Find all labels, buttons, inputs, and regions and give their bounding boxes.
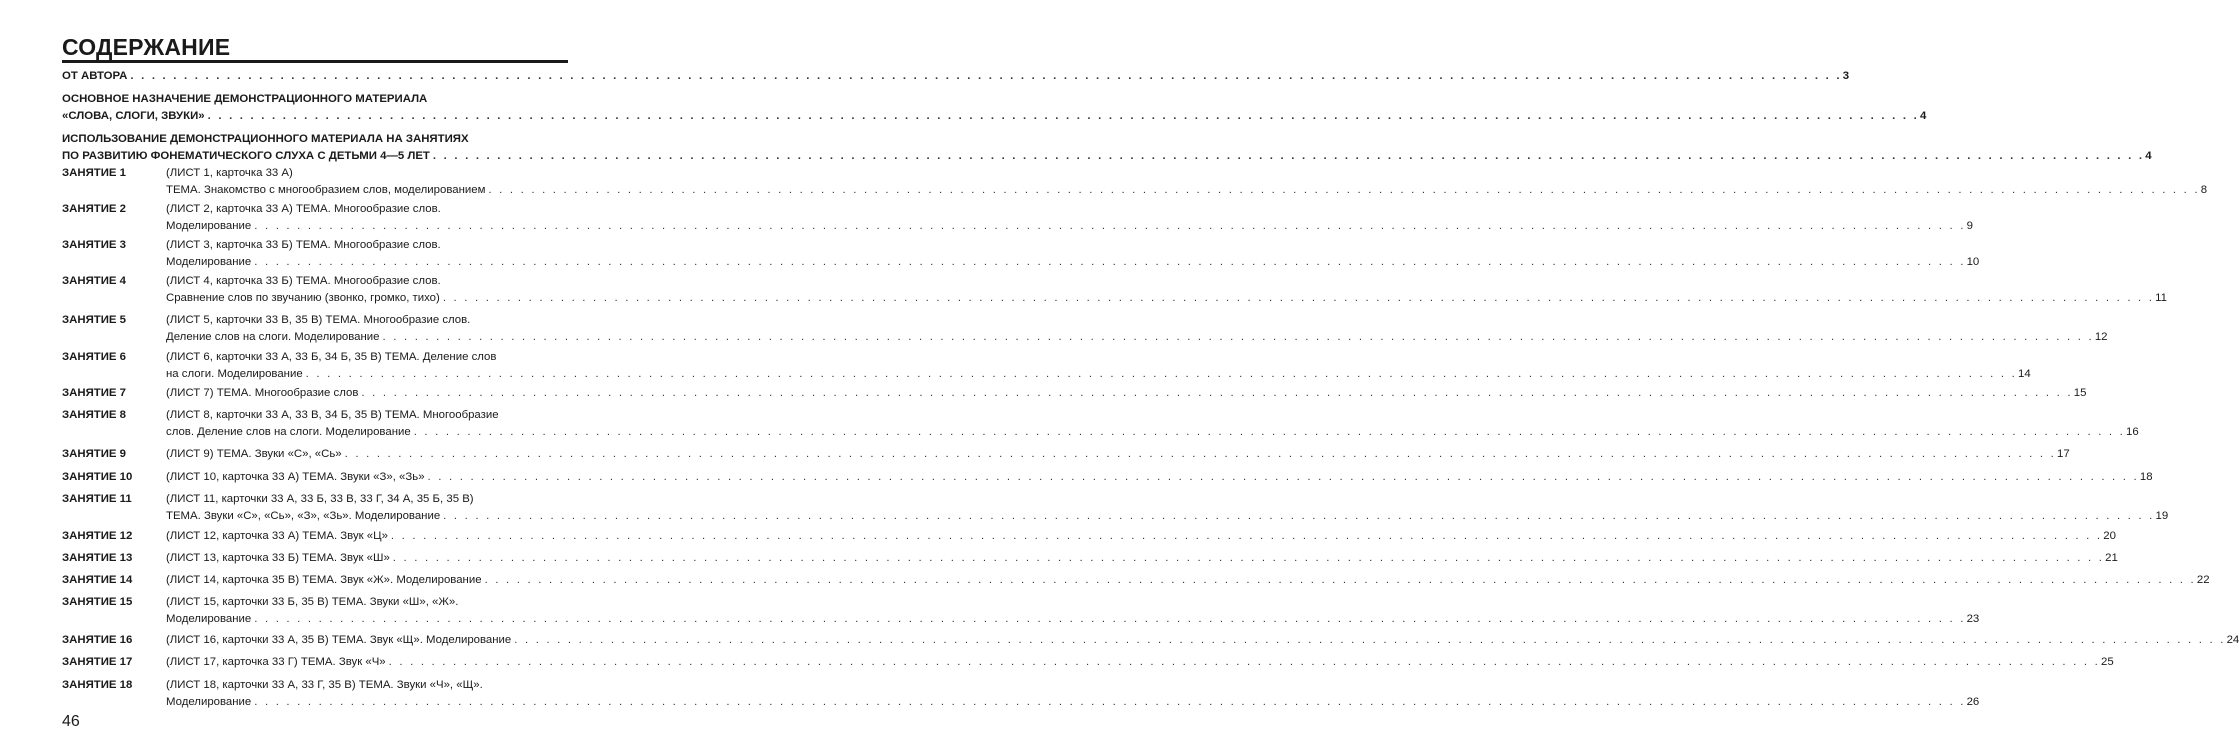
entry-page-number: 18 — [2139, 471, 2153, 483]
dot-leader: . . . . . . . . . . . . . . . . . . . . . . . . . . . . . . . . . . . . . . . . . . . . . . . . . . . . . . . . . . . . . . . . . . . . . . . . . . . . . . . . . . . . . . . . . . . . . . . . . . . . . . . . . . . . . . . . . . . . . . . . . . . . . . . . . . . . . . . . . . . . . . . . . . . . . . . . . . . . . . . . — [390, 530, 2103, 542]
entry-page-number: 23 — [1966, 613, 1980, 625]
dot-leader: . . . . . . . . . . . . . . . . . . . . . . . . . . . . . . . . . . . . . . . . . . . . . . . . . . . . . . . . . . . . . . . . . . . . . . . . . . . . . . . . . . . . . . . . . . . . . . . . . . . . . . . . . . . . . . . . . . . . . . . . . . . . . . . . . . . . . . . . . . . . . . . . . . . . . . . . . . . . . . . . — [382, 331, 2094, 343]
toc-line-with-page — [166, 329, 2108, 346]
toc-line-with-page — [166, 218, 1973, 235]
dot-leader: . . . . . . . . . . . . . . . . . . . . . . . . . . . . . . . . . . . . . . . . . . . . . . . . . . . . . . . . . . . . . . . . . . . . . . . . . . . . . . . . . . . . . . . . . . . . . . . . . . . . . . . . . . . . . . . . . . . . . . . . . . . . . . . . . . . . . . . . . . . . . . . . . . . . . . . . . . . . . . . . — [442, 292, 2155, 304]
toc-line-with-page — [166, 385, 2087, 402]
entry-text: (ЛИСТ 5, карточки 33 В, 35 В) ТЕМА. Многообразие слов. — [166, 314, 471, 326]
entry-text: Сравнение слов по звучанию (звонко, громко, тихо) — [166, 292, 440, 304]
entry-text: слов. Деление слов на слоги. Моделирование — [166, 426, 411, 438]
toc-line-with-page — [166, 424, 2139, 441]
toc-line-with-page — [166, 469, 2153, 486]
dot-leader: . . . . . . . . . . . . . . . . . . . . . . . . . . . . . . . . . . . . . . . . . . . . . . . . . . . . . . . . . . . . . . . . . . . . . . . . . . . . . . . . . . . . . . . . . . . . . . . . . . . . . . . . . . . . . . . . . . . . . . . . . . . . . . . . . . . . . . . . . . . . . . . . . . . . . . . . . . . . . . . . — [488, 184, 2200, 196]
toc-line-with-page — [166, 290, 2167, 307]
lesson-description — [166, 654, 2114, 671]
dot-leader: . . . . . . . . . . . . . . . . . . . . . . . . . . . . . . . . . . . . . . . . . . . . . . . . . . . . . . . . . . . . . . . . . . . . . . . . . . . . . . . . . . . . . . . . . . . . . . . . . . . . . . . . . . . . . . . . . . . . . . . . . . . . . . . . . . . . . . . . . . . . . . . . . . . . . . . . . . . . . . . . — [392, 552, 2105, 564]
entry-page-number: 8 — [2200, 184, 2208, 196]
lesson-description — [166, 201, 1973, 235]
lesson-description — [166, 491, 2169, 525]
toc-section-entry — [62, 131, 2152, 165]
page-title: СОДЕРЖАНИЕ — [62, 34, 231, 60]
toc-section-entry — [62, 91, 1927, 125]
lesson-label: ЗАНЯТИЕ 5 — [62, 314, 127, 326]
toc-line-with-page — [62, 108, 1927, 125]
entry-text: (ЛИСТ 6, карточки 33 А, 33 Б, 34 Б, 35 В) ТЕМА. Деление слов — [166, 351, 497, 363]
entry-page-number: 11 — [2155, 292, 2167, 304]
lesson-label: ЗАНЯТИЕ 8 — [62, 409, 127, 421]
dot-leader: . . . . . . . . . . . . . . . . . . . . . . . . . . . . . . . . . . . . . . . . . . . . . . . . . . . . . . . . . . . . . . . . . . . . . . . . . . . . . . . . . . . . . . . . . . . . . . . . . . . . . . . . . . . . . . . . . . . . . . . . . . . . . . . . . . . . . . . . . . . . . . . . . . . . . . . . . . . . . . . . — [254, 613, 1966, 625]
entry-text: Деление слов на слоги. Моделирование — [166, 331, 380, 343]
entry-text: ТЕМА. Звуки «С», «Сь», «З», «Зь». Моделирование — [166, 510, 441, 522]
dot-leader: . . . . . . . . . . . . . . . . . . . . . . . . . . . . . . . . . . . . . . . . . . . . . . . . . . . . . . . . . . . . . . . . . . . . . . . . . . . . . . . . . . . . . . . . . . . . . . . . . . . . . . . . . . . . . . . . . . . . . . . . . . . . . . . . . . . . . . . . . . . . . . . . . . . . . . . . . . . . . . . . — [514, 634, 2226, 646]
toc-line-with-page — [166, 508, 2169, 525]
lesson-label: ЗАНЯТИЕ 4 — [62, 275, 127, 287]
toc-line-with-page — [166, 366, 2031, 383]
lesson-label: ЗАНЯТИЕ 10 — [62, 471, 133, 483]
lesson-label: ЗАНЯТИЕ 3 — [62, 239, 127, 251]
lesson-description — [166, 594, 1980, 628]
toc-line-with-page — [166, 528, 2116, 545]
entry-page-number: 3 — [1842, 70, 1850, 82]
entry-text: Моделирование — [166, 220, 252, 232]
lesson-description — [166, 312, 2108, 346]
toc-page — [62, 0, 2239, 750]
entry-text: (ЛИСТ 4, карточка 33 Б) ТЕМА. Многообразие слов. — [166, 275, 441, 287]
entry-text: (ЛИСТ 1, карточка 33 А) — [166, 167, 293, 179]
entry-page-number: 22 — [2196, 574, 2210, 586]
dot-leader: . . . . . . . . . . . . . . . . . . . . . . . . . . . . . . . . . . . . . . . . . . . . . . . . . . . . . . . . . . . . . . . . . . . . . . . . . . . . . . . . . . . . . . . . . . . . . . . . . . . . . . . . . . . . . . . . . . . . . . . . . . . . . . . . . . . . . . . . . . . . . . . . . . . . . . . . . . . . . . . . — [254, 220, 1966, 232]
entry-text: (ЛИСТ 16, карточки 33 А, 35 В) ТЕМА. Звук «Щ». Моделирование — [166, 634, 512, 646]
dot-leader: . . . . . . . . . . . . . . . . . . . . . . . . . . . . . . . . . . . . . . . . . . . . . . . . . . . . . . . . . . . . . . . . . . . . . . . . . . . . . . . . . . . . . . . . . . . . . . . . . . . . . . . . . . . . . . . . . . . . . . . . . . . . . . . . . . . . . . . . . . . . . . . . . . . . . . . . . . . . . . . . — [254, 696, 1966, 708]
dot-leader: . . . . . . . . . . . . . . . . . . . . . . . . . . . . . . . . . . . . . . . . . . . . . . . . . . . . . . . . . . . . . . . . . . . . . . . . . . . . . . . . . . . . . . . . . . . . . . . . . . . . . . . . . . . . . . . . . . . . . . . . . . . . . . . . . . . . . . . . . . . . . . . . . . . . . . . . . . . . . . . . — [443, 510, 2155, 522]
lesson-label: ЗАНЯТИЕ 18 — [62, 679, 133, 691]
lesson-description — [166, 349, 2031, 383]
entry-text: (ЛИСТ 11, карточки 33 А, 33 Б, 33 В, 33 Г, 34 А, 35 Б, 35 В) — [166, 493, 474, 505]
lesson-label: ЗАНЯТИЕ 14 — [62, 574, 133, 586]
toc-line-with-page — [166, 611, 1980, 628]
toc-line-with-page — [166, 632, 2239, 649]
entry-text: (ЛИСТ 7) ТЕМА. Многообразие слов — [166, 387, 359, 399]
toc-line-with-page — [166, 446, 2070, 463]
dot-leader: . . . . . . . . . . . . . . . . . . . . . . . . . . . . . . . . . . . . . . . . . . . . . . . . . . . . . . . . . . . . . . . . . . . . . . . . . . . . . . . . . . . . . . . . . . . . . . . . . . . . . . . . . . . . . . . . . . . . . . . . . . . . . . . . . . . . . . . . . . . . . . . . . . . . . . . . . . . . . . . . — [130, 70, 1842, 82]
lesson-description — [166, 677, 1980, 711]
entry-page-number: 21 — [2105, 552, 2118, 564]
entry-text: «СЛОВА, СЛОГИ, ЗВУКИ» — [62, 110, 205, 122]
lesson-label: ЗАНЯТИЕ 1 — [62, 167, 127, 179]
toc-line-with-page — [166, 254, 1980, 271]
title-rule — [62, 60, 568, 63]
lesson-label: ЗАНЯТИЕ 7 — [62, 387, 127, 399]
lesson-label: ЗАНЯТИЕ 11 — [62, 493, 132, 505]
lesson-label: ЗАНЯТИЕ 16 — [62, 634, 133, 646]
toc-section-entry — [62, 68, 1850, 85]
dot-leader: . . . . . . . . . . . . . . . . . . . . . . . . . . . . . . . . . . . . . . . . . . . . . . . . . . . . . . . . . . . . . . . . . . . . . . . . . . . . . . . . . . . . . . . . . . . . . . . . . . . . . . . . . . . . . . . . . . . . . . . . . . . . . . . . . . . . . . . . . . . . . . . . . . . . . . . . . . . . . . . . — [305, 368, 2018, 380]
dot-leader: . . . . . . . . . . . . . . . . . . . . . . . . . . . . . . . . . . . . . . . . . . . . . . . . . . . . . . . . . . . . . . . . . . . . . . . . . . . . . . . . . . . . . . . . . . . . . . . . . . . . . . . . . . . . . . . . . . . . . . . . . . . . . . . . . . . . . . . . . . . . . . . . . . . . . . . . . . . . . . . . — [207, 110, 1919, 122]
entry-text: Моделирование — [166, 696, 252, 708]
toc-line-with-page — [166, 694, 1980, 711]
lesson-description — [166, 237, 1980, 271]
toc-line-with-page — [166, 572, 2210, 589]
entry-page-number: 25 — [2100, 656, 2114, 668]
entry-text: (ЛИСТ 12, карточка 33 А) ТЕМА. Звук «Ц» — [166, 530, 388, 542]
dot-leader: . . . . . . . . . . . . . . . . . . . . . . . . . . . . . . . . . . . . . . . . . . . . . . . . . . . . . . . . . . . . . . . . . . . . . . . . . . . . . . . . . . . . . . . . . . . . . . . . . . . . . . . . . . . . . . . . . . . . . . . . . . . . . . . . . . . . . . . . . . . . . . . . . . . . . . . . . . . . . . . . — [432, 150, 2145, 162]
lesson-description — [166, 273, 2167, 307]
lesson-description — [166, 385, 2087, 402]
lesson-description — [166, 550, 2118, 567]
dot-leader: . . . . . . . . . . . . . . . . . . . . . . . . . . . . . . . . . . . . . . . . . . . . . . . . . . . . . . . . . . . . . . . . . . . . . . . . . . . . . . . . . . . . . . . . . . . . . . . . . . . . . . . . . . . . . . . . . . . . . . . . . . . . . . . . . . . . . . . . . . . . . . . . . . . . . . . . . . . . . . . . — [427, 471, 2139, 483]
lesson-label: ЗАНЯТИЕ 6 — [62, 351, 127, 363]
lesson-description — [166, 572, 2210, 589]
entry-text: Моделирование — [166, 613, 252, 625]
entry-text: (ЛИСТ 3, карточка 33 Б) ТЕМА. Многообразие слов. — [166, 239, 441, 251]
dot-leader: . . . . . . . . . . . . . . . . . . . . . . . . . . . . . . . . . . . . . . . . . . . . . . . . . . . . . . . . . . . . . . . . . . . . . . . . . . . . . . . . . . . . . . . . . . . . . . . . . . . . . . . . . . . . . . . . . . . . . . . . . . . . . . . . . . . . . . . . . . . . . . . . . . . . . . . . . . . . . . . . — [254, 256, 1966, 268]
entry-text: (ЛИСТ 10, карточка 33 А) ТЕМА. Звуки «З», «Зь» — [166, 471, 425, 483]
toc-line-with-page — [166, 182, 2208, 199]
toc-line-with-page — [166, 654, 2114, 671]
entry-text: (ЛИСТ 2, карточка 33 А) ТЕМА. Многообразие слов. — [166, 203, 441, 215]
lesson-description — [166, 528, 2116, 545]
toc-line-with-page — [62, 148, 2152, 165]
lesson-label: ЗАНЯТИЕ 13 — [62, 552, 133, 564]
entry-text: Моделирование — [166, 256, 252, 268]
entry-text: ОТ АВТОРА — [62, 70, 128, 82]
dot-leader: . . . . . . . . . . . . . . . . . . . . . . . . . . . . . . . . . . . . . . . . . . . . . . . . . . . . . . . . . . . . . . . . . . . . . . . . . . . . . . . . . . . . . . . . . . . . . . . . . . . . . . . . . . . . . . . . . . . . . . . . . . . . . . . . . . . . . . . . . . . . . . . . . . . . . . . . . . . . . . . . — [344, 448, 2056, 460]
entry-text: (ЛИСТ 13, карточка 33 Б) ТЕМА. Звук «Ш» — [166, 552, 390, 564]
entry-page-number: 4 — [1919, 110, 1927, 122]
entry-page-number: 26 — [1966, 696, 1980, 708]
entry-text: (ЛИСТ 17, карточка 33 Г) ТЕМА. Звук «Ч» — [166, 656, 386, 668]
entry-text: (ЛИСТ 14, карточка 35 В) ТЕМА. Звук «Ж». Моделирование — [166, 574, 482, 586]
lesson-description — [166, 446, 2070, 463]
entry-page-number: 12 — [2094, 331, 2108, 343]
lesson-label: ЗАНЯТИЕ 2 — [62, 203, 127, 215]
toc-line-with-page — [62, 68, 1850, 85]
entry-page-number: 14 — [2018, 368, 2031, 380]
entry-page-number: 15 — [2073, 387, 2087, 399]
entry-page-number: 17 — [2056, 448, 2070, 460]
dot-leader: . . . . . . . . . . . . . . . . . . . . . . . . . . . . . . . . . . . . . . . . . . . . . . . . . . . . . . . . . . . . . . . . . . . . . . . . . . . . . . . . . . . . . . . . . . . . . . . . . . . . . . . . . . . . . . . . . . . . . . . . . . . . . . . . . . . . . . . . . . . . . . . . . . . . . . . . . . . . . . . . — [388, 656, 2100, 668]
entry-text: ОСНОВНОЕ НАЗНАЧЕНИЕ ДЕМОНСТРАЦИОННОГО МАТЕРИАЛА — [62, 93, 428, 105]
lesson-label: ЗАНЯТИЕ 17 — [62, 656, 133, 668]
lesson-label: ЗАНЯТИЕ 9 — [62, 448, 127, 460]
entry-page-number: 4 — [2145, 150, 2152, 162]
entry-text: (ЛИСТ 15, карточки 33 Б, 35 В) ТЕМА. Звуки «Ш», «Ж». — [166, 596, 459, 608]
entry-text: (ЛИСТ 8, карточки 33 А, 33 В, 34 Б, 35 В) ТЕМА. Многообразие — [166, 409, 499, 421]
dot-leader: . . . . . . . . . . . . . . . . . . . . . . . . . . . . . . . . . . . . . . . . . . . . . . . . . . . . . . . . . . . . . . . . . . . . . . . . . . . . . . . . . . . . . . . . . . . . . . . . . . . . . . . . . . . . . . . . . . . . . . . . . . . . . . . . . . . . . . . . . . . . . . . . . . . . . . . . . . . . . . . . — [361, 387, 2073, 399]
lesson-label: ЗАНЯТИЕ 15 — [62, 596, 133, 608]
lesson-description — [166, 632, 2239, 649]
toc-line-with-page — [166, 550, 2118, 567]
entry-page-number: 16 — [2126, 426, 2139, 438]
lesson-description — [166, 407, 2139, 441]
entry-text: ПО РАЗВИТИЮ ФОНЕМАТИЧЕСКОГО СЛУХА С ДЕТЬМИ 4—5 ЛЕТ — [62, 150, 430, 162]
dot-leader: . . . . . . . . . . . . . . . . . . . . . . . . . . . . . . . . . . . . . . . . . . . . . . . . . . . . . . . . . . . . . . . . . . . . . . . . . . . . . . . . . . . . . . . . . . . . . . . . . . . . . . . . . . . . . . . . . . . . . . . . . . . . . . . . . . . . . . . . . . . . . . . . . . . . . . . . . . . . . . . . — [413, 426, 2126, 438]
entry-page-number: 24 — [2226, 634, 2239, 646]
entry-page-number: 20 — [2103, 530, 2116, 542]
lesson-label: ЗАНЯТИЕ 12 — [62, 530, 133, 542]
lesson-description — [166, 469, 2153, 486]
entry-page-number: 9 — [1966, 220, 1973, 232]
entry-text: ИСПОЛЬЗОВАНИЕ ДЕМОНСТРАЦИОННОГО МАТЕРИАЛА НА ЗАНЯТИЯХ — [62, 133, 469, 145]
page-number: 46 — [62, 713, 80, 730]
lesson-description — [166, 165, 2208, 199]
entry-text: на слоги. Моделирование — [166, 368, 303, 380]
entry-text: (ЛИСТ 18, карточки 33 А, 33 Г, 35 В) ТЕМА. Звуки «Ч», «Щ». — [166, 679, 483, 691]
dot-leader: . . . . . . . . . . . . . . . . . . . . . . . . . . . . . . . . . . . . . . . . . . . . . . . . . . . . . . . . . . . . . . . . . . . . . . . . . . . . . . . . . . . . . . . . . . . . . . . . . . . . . . . . . . . . . . . . . . . . . . . . . . . . . . . . . . . . . . . . . . . . . . . . . . . . . . . . . . . . . . . . — [484, 574, 2196, 586]
entry-text: (ЛИСТ 9) ТЕМА. Звуки «С», «Сь» — [166, 448, 342, 460]
entry-page-number: 19 — [2155, 510, 2169, 522]
entry-text: ТЕМА. Знакомство с многообразием слов, моделированием — [166, 184, 486, 196]
entry-page-number: 10 — [1966, 256, 1980, 268]
